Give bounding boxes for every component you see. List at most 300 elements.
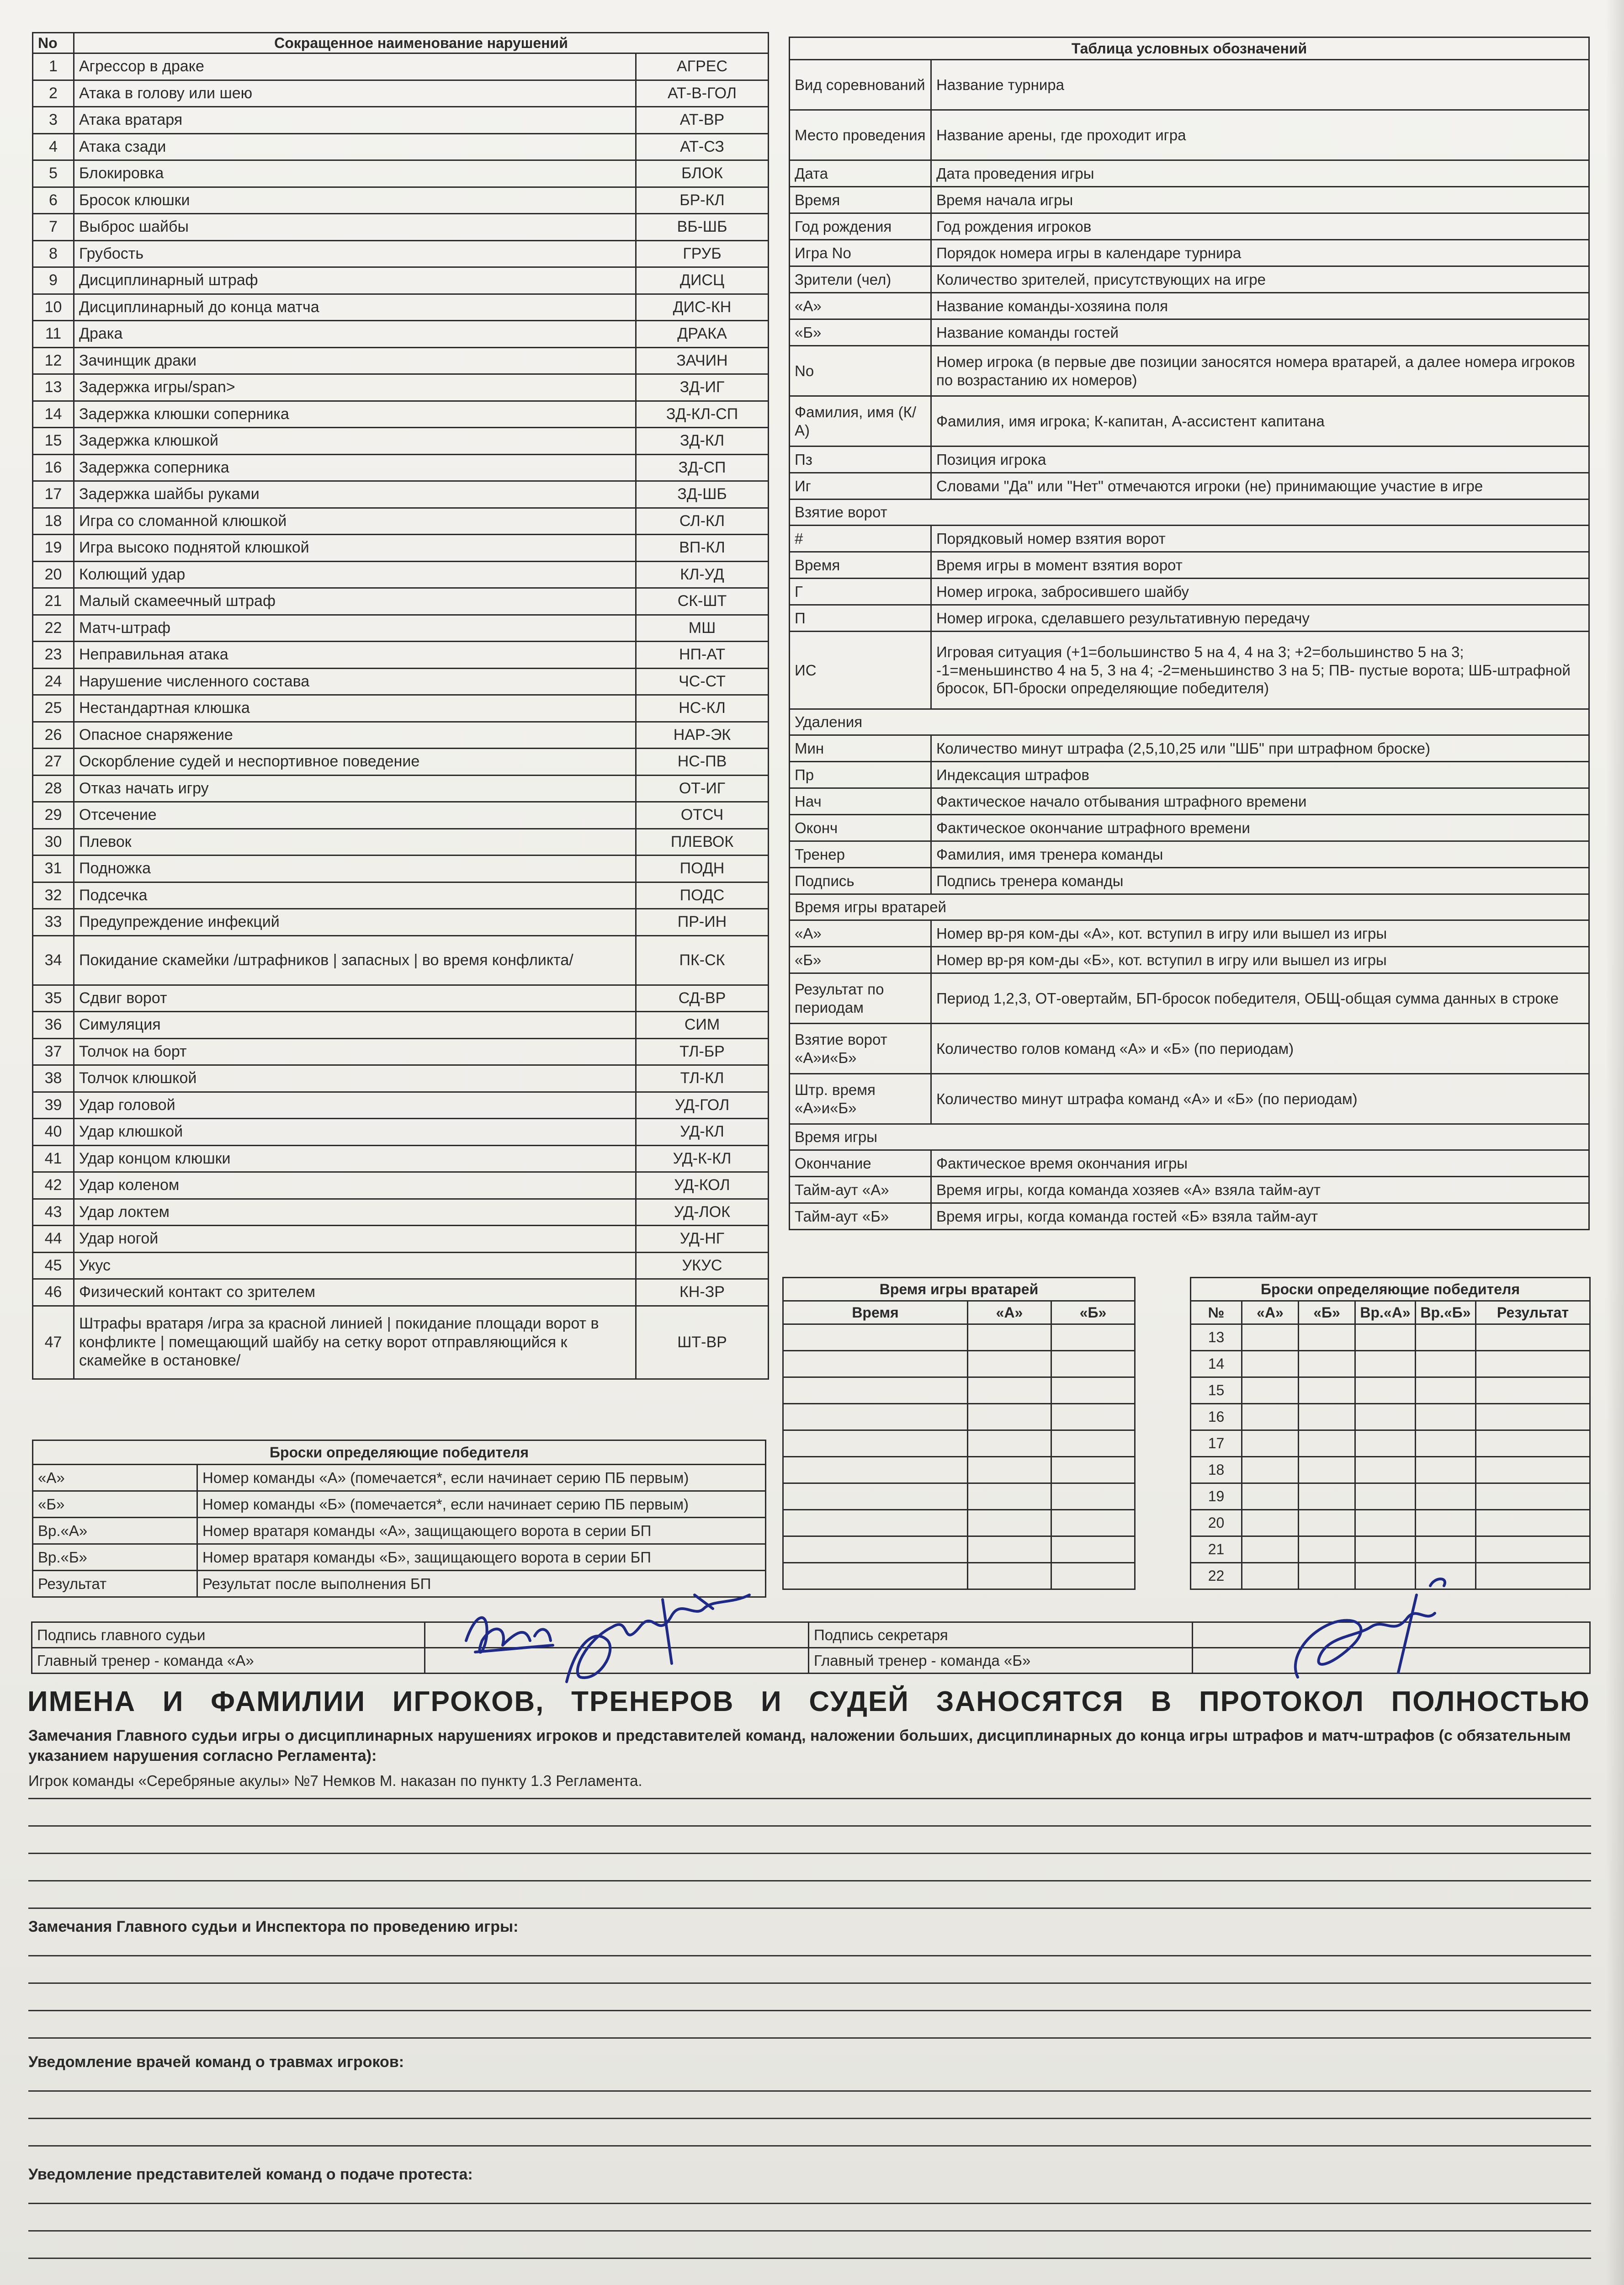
goalie-time-cell[interactable] bbox=[783, 1324, 968, 1351]
referee-signature-mark bbox=[457, 1572, 786, 1700]
violation-row bbox=[33, 668, 769, 695]
violations-col-name: Сокращенное наименование нарушений bbox=[74, 33, 769, 53]
goalie-time-cell[interactable] bbox=[968, 1536, 1051, 1563]
shootout-cell[interactable] bbox=[1476, 1563, 1590, 1589]
shootout-number: 13 bbox=[1191, 1324, 1242, 1351]
violation-name: Атака в голову или шею bbox=[74, 80, 636, 107]
violation-name: Покидание скамейки /штрафников | запасных | во время конфликта/ bbox=[74, 935, 636, 985]
violation-abbr: СИМ bbox=[636, 1012, 769, 1039]
violation-number: 34 bbox=[33, 935, 74, 985]
violation-row bbox=[33, 1092, 769, 1119]
violation-abbr: АТ-В-ГОЛ bbox=[636, 80, 769, 107]
goalie-time-cell[interactable] bbox=[1051, 1324, 1135, 1351]
violation-name: Дисциплинарный штраф bbox=[74, 267, 636, 294]
legend-value: Фактическое время окончания игры bbox=[931, 1150, 1589, 1177]
legend-table bbox=[789, 37, 1590, 1230]
shootout-cell[interactable] bbox=[1476, 1324, 1590, 1351]
legend-key: Оконч bbox=[790, 815, 931, 841]
goalie-time-cell[interactable] bbox=[1051, 1430, 1135, 1457]
legend-key: Время bbox=[790, 187, 931, 213]
goalie-time-cell[interactable] bbox=[1051, 1563, 1135, 1589]
inspector-line bbox=[28, 2010, 1591, 2011]
legend-row bbox=[790, 187, 1589, 213]
shootout-body bbox=[1191, 1324, 1590, 1589]
shootout-row bbox=[1191, 1324, 1590, 1351]
remarks-line bbox=[28, 1853, 1591, 1854]
disciplinary-remarks-title: Замечания Главного судьи игры о дисциплинарных нарушениях игроков и представителей команд, наложении больших, дисциплинарных до конца игры штрафов и матч-штрафов (с обязательным указанием нарушения согласно Регламента): bbox=[28, 1727, 1571, 1765]
shootout-legend-title: Броски определяющие победителя bbox=[33, 1440, 766, 1465]
legend-section: Удаления bbox=[790, 709, 1589, 735]
shootout-legend-row bbox=[33, 1544, 766, 1571]
violation-name: Нестандартная клюшка bbox=[74, 695, 636, 722]
shootout-cell[interactable] bbox=[1416, 1536, 1476, 1563]
shootout-cell[interactable] bbox=[1355, 1510, 1416, 1536]
shootout-legend-value: Номер вратаря команды «А», защищающего ворота в серии БП bbox=[197, 1518, 766, 1544]
violation-abbr: ОТСЧ bbox=[636, 802, 769, 829]
goalie-time-cell[interactable] bbox=[1051, 1404, 1135, 1430]
violation-number: 9 bbox=[33, 267, 74, 294]
violation-name: Удар головой bbox=[74, 1092, 636, 1119]
inspector-line bbox=[28, 2037, 1591, 2039]
legend-key: П bbox=[790, 605, 931, 632]
violation-number: 37 bbox=[33, 1038, 74, 1065]
violation-row bbox=[33, 107, 769, 134]
shootout-number: 22 bbox=[1191, 1563, 1242, 1589]
violation-abbr: УД-ГОЛ bbox=[636, 1092, 769, 1119]
violation-number: 22 bbox=[33, 615, 74, 642]
legend-value: Подпись тренера команды bbox=[931, 868, 1589, 894]
remarks-line bbox=[28, 1908, 1591, 1909]
goalie-time-cell[interactable] bbox=[783, 1430, 968, 1457]
goalie-time-table bbox=[782, 1277, 1136, 1590]
shootout-cell[interactable] bbox=[1355, 1351, 1416, 1377]
violation-name: Удар клюшкой bbox=[74, 1119, 636, 1146]
inspector-line bbox=[28, 1982, 1591, 1984]
violation-abbr: НАР-ЭК bbox=[636, 722, 769, 749]
violation-abbr: СК-ШТ bbox=[636, 588, 769, 615]
shootout-cell[interactable] bbox=[1355, 1430, 1416, 1457]
shootout-cell[interactable] bbox=[1476, 1536, 1590, 1563]
injuries-line bbox=[28, 2118, 1591, 2119]
violation-row bbox=[33, 856, 769, 882]
legend-row bbox=[790, 1177, 1589, 1203]
shootout-number: 18 bbox=[1191, 1457, 1242, 1483]
shootout-cell[interactable] bbox=[1299, 1377, 1355, 1404]
legend-row bbox=[790, 240, 1589, 266]
shootout-cell[interactable] bbox=[1299, 1536, 1355, 1563]
shootout-cell[interactable] bbox=[1242, 1430, 1299, 1457]
violation-abbr: ДИС-КН bbox=[636, 294, 769, 321]
legend-row bbox=[790, 868, 1589, 894]
secretary-label: Подпись секретаря bbox=[809, 1622, 1193, 1648]
shootout-title: Броски определяющие победителя bbox=[1191, 1278, 1590, 1301]
legend-value: Период 1,2,3, ОТ-овертайм, БП-бросок победителя, ОБЩ-общая сумма данных в строке bbox=[931, 973, 1589, 1024]
shootout-row bbox=[1191, 1457, 1590, 1483]
violation-number: 21 bbox=[33, 588, 74, 615]
violation-number: 15 bbox=[33, 428, 74, 455]
shootout-col-b: «Б» bbox=[1299, 1301, 1355, 1324]
shootout-number: 20 bbox=[1191, 1510, 1242, 1536]
shootout-legend-key: Вр.«Б» bbox=[33, 1544, 197, 1571]
legend-value: Номер игрока, забросившего шайбу bbox=[931, 579, 1589, 605]
violation-number: 28 bbox=[33, 775, 74, 802]
legend-section: Время игры вратарей bbox=[790, 894, 1589, 920]
legend-key: «Б» bbox=[790, 319, 931, 346]
legend-row bbox=[790, 213, 1589, 240]
goalie-time-cell[interactable] bbox=[783, 1377, 968, 1404]
goalie-time-cell[interactable] bbox=[783, 1510, 968, 1536]
violation-name: Опасное снаряжение bbox=[74, 722, 636, 749]
legend-row bbox=[790, 841, 1589, 868]
legend-row bbox=[790, 446, 1589, 473]
shootout-cell[interactable] bbox=[1299, 1404, 1355, 1430]
shootout-cell[interactable] bbox=[1416, 1457, 1476, 1483]
goalie-time-row bbox=[783, 1457, 1135, 1483]
shootout-cell[interactable] bbox=[1416, 1483, 1476, 1510]
violation-abbr: ЗД-КЛ bbox=[636, 428, 769, 455]
shootout-cell[interactable] bbox=[1476, 1457, 1590, 1483]
shootout-cell[interactable] bbox=[1299, 1430, 1355, 1457]
violation-abbr: ДРАКА bbox=[636, 321, 769, 348]
legend-key: # bbox=[790, 526, 931, 552]
legend-row bbox=[790, 396, 1589, 446]
shootout-cell[interactable] bbox=[1242, 1457, 1299, 1483]
page-shadow bbox=[1606, 0, 1624, 2285]
goalie-time-cell[interactable] bbox=[1051, 1483, 1135, 1510]
shootout-cell[interactable] bbox=[1416, 1510, 1476, 1536]
shootout-col-no: № bbox=[1191, 1301, 1242, 1324]
goalie-time-cell[interactable] bbox=[1051, 1536, 1135, 1563]
injuries-notice-title: Уведомление врачей команд о травмах игроков: bbox=[28, 2053, 404, 2071]
goalie-time-cell[interactable] bbox=[783, 1563, 968, 1589]
legend-key: Вид соревнований bbox=[790, 60, 931, 110]
violation-abbr: ОТ-ИГ bbox=[636, 775, 769, 802]
violation-number: 42 bbox=[33, 1172, 74, 1199]
shootout-cell[interactable] bbox=[1355, 1324, 1416, 1351]
shootout-cell[interactable] bbox=[1242, 1510, 1299, 1536]
shootout-cell[interactable] bbox=[1476, 1430, 1590, 1457]
shootout-cell[interactable] bbox=[1476, 1377, 1590, 1404]
legend-value: Время игры в момент взятия ворот bbox=[931, 552, 1589, 579]
violations-col-no: No bbox=[33, 33, 74, 53]
protest-line bbox=[28, 2203, 1591, 2204]
goalie-time-cell[interactable] bbox=[783, 1351, 968, 1377]
violation-name: Укус bbox=[74, 1252, 636, 1279]
legend-row bbox=[790, 1124, 1589, 1150]
violation-number: 11 bbox=[33, 321, 74, 348]
violation-row bbox=[33, 1252, 769, 1279]
violation-abbr: НС-КЛ bbox=[636, 695, 769, 722]
violation-name: Задержка клюшки соперника bbox=[74, 401, 636, 428]
legend-key: «А» bbox=[790, 920, 931, 947]
shootout-row bbox=[1191, 1536, 1590, 1563]
violation-row bbox=[33, 722, 769, 749]
violation-number: 8 bbox=[33, 240, 74, 267]
goalie-time-cell[interactable] bbox=[1051, 1457, 1135, 1483]
legend-value: Количество зрителей, присутствующих на игре bbox=[931, 266, 1589, 293]
shootout-cell[interactable] bbox=[1476, 1404, 1590, 1430]
violation-abbr: ВБ-ШБ bbox=[636, 214, 769, 241]
goalie-time-cell[interactable] bbox=[968, 1351, 1051, 1377]
violation-row bbox=[33, 53, 769, 80]
legend-key: Тайм-аут «Б» bbox=[790, 1203, 931, 1230]
violation-number: 3 bbox=[33, 107, 74, 134]
violation-number: 47 bbox=[33, 1306, 74, 1379]
violation-number: 30 bbox=[33, 829, 74, 856]
legend-row bbox=[790, 605, 1589, 632]
violation-name: Задержка шайбы руками bbox=[74, 481, 636, 508]
goalie-time-cell[interactable] bbox=[783, 1404, 968, 1430]
violation-abbr: ЗАЧИН bbox=[636, 347, 769, 374]
violation-abbr: ШТ-ВР bbox=[636, 1306, 769, 1379]
violation-abbr: АТ-СЗ bbox=[636, 133, 769, 160]
violation-number: 16 bbox=[33, 454, 74, 481]
legend-value: Фамилия, имя игрока; К-капитан, А-ассистент капитана bbox=[931, 396, 1589, 446]
shootout-number: 16 bbox=[1191, 1404, 1242, 1430]
violation-name: Удар локтем bbox=[74, 1199, 636, 1226]
violation-abbr: ПОДС bbox=[636, 882, 769, 909]
legend-key: Год рождения bbox=[790, 213, 931, 240]
goalie-time-row bbox=[783, 1377, 1135, 1404]
shootout-cell[interactable] bbox=[1476, 1351, 1590, 1377]
shootout-number: 15 bbox=[1191, 1377, 1242, 1404]
shootout-row bbox=[1191, 1351, 1590, 1377]
goalie-time-cell[interactable] bbox=[968, 1563, 1051, 1589]
legend-row bbox=[790, 266, 1589, 293]
goalie-time-row bbox=[783, 1563, 1135, 1589]
violation-name: Атака вратаря bbox=[74, 107, 636, 134]
legend-row bbox=[790, 894, 1589, 920]
injuries-line bbox=[28, 2090, 1591, 2092]
shootout-cell[interactable] bbox=[1355, 1404, 1416, 1430]
violation-row bbox=[33, 749, 769, 776]
shootout-cell[interactable] bbox=[1355, 1483, 1416, 1510]
legend-row bbox=[790, 160, 1589, 187]
shootout-cell[interactable] bbox=[1416, 1404, 1476, 1430]
disciplinary-remarks-text[interactable]: Игрок команды «Серебряные акулы» №7 Немков М. наказан по пункту 1.3 Регламента. bbox=[28, 1772, 642, 1790]
shootout-legend-key: «Б» bbox=[33, 1491, 197, 1518]
goalie-time-cell[interactable] bbox=[968, 1404, 1051, 1430]
shootout-cell[interactable] bbox=[1299, 1351, 1355, 1377]
legend-key: Дата bbox=[790, 160, 931, 187]
goalie-time-cell[interactable] bbox=[968, 1377, 1051, 1404]
shootout-cell[interactable] bbox=[1299, 1324, 1355, 1351]
shootout-cell[interactable] bbox=[1242, 1483, 1299, 1510]
violation-name: Грубость bbox=[74, 240, 636, 267]
legend-value: Дата проведения игры bbox=[931, 160, 1589, 187]
violation-number: 45 bbox=[33, 1252, 74, 1279]
shootout-col-result: Результат bbox=[1476, 1301, 1590, 1324]
legend-body bbox=[790, 60, 1589, 1230]
shootout-cell[interactable] bbox=[1242, 1536, 1299, 1563]
shootout-legend-key: Результат bbox=[33, 1571, 197, 1597]
legend-key: «А» bbox=[790, 293, 931, 319]
legend-value: Порядок номера игры в календаре турнира bbox=[931, 240, 1589, 266]
violation-abbr: ДИСЦ bbox=[636, 267, 769, 294]
violation-abbr: ЧС-СТ bbox=[636, 668, 769, 695]
violation-number: 13 bbox=[33, 374, 74, 401]
legend-row bbox=[790, 815, 1589, 841]
legend-row bbox=[790, 947, 1589, 973]
legend-key: Тайм-аут «А» bbox=[790, 1177, 931, 1203]
shootout-legend-value: Номер команды «А» (помечается*, если начинает серию ПБ первым) bbox=[197, 1465, 766, 1491]
violations-body bbox=[33, 53, 769, 1379]
violation-name: Игра со сломанной клюшкой bbox=[74, 508, 636, 535]
violation-abbr: ГРУБ bbox=[636, 240, 769, 267]
violation-row bbox=[33, 695, 769, 722]
legend-value: Словами "Да" или "Нет" отмечаются игроки (не) принимающие участие в игре bbox=[931, 473, 1589, 500]
legend-key: Г bbox=[790, 579, 931, 605]
goalie-time-row bbox=[783, 1510, 1135, 1536]
violation-abbr: СД-ВР bbox=[636, 985, 769, 1012]
shootout-row bbox=[1191, 1377, 1590, 1404]
violation-row bbox=[33, 374, 769, 401]
notice-banner: ИМЕНА И ФАМИЛИИ ИГРОКОВ, ТРЕНЕРОВ И СУДЕЙ ЗАНОСЯТСЯ В ПРОТОКОЛ ПОЛНОСТЬЮ bbox=[27, 1686, 1590, 1717]
violation-number: 36 bbox=[33, 1012, 74, 1039]
shootout-cell[interactable] bbox=[1242, 1377, 1299, 1404]
legend-row bbox=[790, 973, 1589, 1024]
chief-referee-label: Подпись главного судьи bbox=[32, 1622, 425, 1648]
goalie-time-cell[interactable] bbox=[1051, 1377, 1135, 1404]
violation-number: 38 bbox=[33, 1065, 74, 1092]
violation-abbr: МШ bbox=[636, 615, 769, 642]
goalie-time-cell[interactable] bbox=[783, 1483, 968, 1510]
shootout-cell[interactable] bbox=[1416, 1430, 1476, 1457]
shootout-cell[interactable] bbox=[1299, 1457, 1355, 1483]
shootout-cell[interactable] bbox=[1416, 1324, 1476, 1351]
legend-row bbox=[790, 920, 1589, 947]
secretary-signature-mark bbox=[1279, 1568, 1490, 1705]
legend-key: «Б» bbox=[790, 947, 931, 973]
goalie-time-row bbox=[783, 1324, 1135, 1351]
legend-row bbox=[790, 1150, 1589, 1177]
shootout-cell[interactable] bbox=[1299, 1483, 1355, 1510]
violation-number: 33 bbox=[33, 909, 74, 936]
inspector-remarks-title: Замечания Главного судьи и Инспектора по проведению игры: bbox=[28, 1918, 519, 1935]
violation-name: Подсечка bbox=[74, 882, 636, 909]
violations-header bbox=[33, 33, 769, 53]
violation-abbr: ЗД-ШБ bbox=[636, 481, 769, 508]
legend-value: Время начала игры bbox=[931, 187, 1589, 213]
legend-row bbox=[790, 762, 1589, 788]
violation-row bbox=[33, 935, 769, 985]
shootout-cell[interactable] bbox=[1416, 1377, 1476, 1404]
goalie-time-cell[interactable] bbox=[968, 1457, 1051, 1483]
protest-notice bbox=[28, 2164, 1591, 2184]
shootout-cell[interactable] bbox=[1242, 1324, 1299, 1351]
violation-name: Агрессор в драке bbox=[74, 53, 636, 80]
legend-value: Количество голов команд «А» и «Б» (по периодам) bbox=[931, 1024, 1589, 1074]
legend-value: Время игры, когда команда хозяев «А» взяла тайм-аут bbox=[931, 1177, 1589, 1203]
violation-row bbox=[33, 561, 769, 588]
violation-number: 44 bbox=[33, 1226, 74, 1253]
violation-abbr: УД-ЛОК bbox=[636, 1199, 769, 1226]
remarks-line bbox=[28, 1825, 1591, 1827]
goalie-time-row bbox=[783, 1430, 1135, 1457]
violation-name: Задержка клюшкой bbox=[74, 428, 636, 455]
violation-row bbox=[33, 882, 769, 909]
shootout-cell[interactable] bbox=[1355, 1536, 1416, 1563]
goalie-time-cell[interactable] bbox=[968, 1430, 1051, 1457]
violation-row bbox=[33, 294, 769, 321]
shootout-cell[interactable] bbox=[1476, 1483, 1590, 1510]
goalie-time-row bbox=[783, 1483, 1135, 1510]
violation-name: Бросок клюшки bbox=[74, 187, 636, 214]
violation-number: 10 bbox=[33, 294, 74, 321]
violation-row bbox=[33, 267, 769, 294]
legend-row bbox=[790, 735, 1589, 762]
goalie-time-cell[interactable] bbox=[968, 1510, 1051, 1536]
shootout-cell[interactable] bbox=[1299, 1510, 1355, 1536]
goalie-time-cell[interactable] bbox=[783, 1457, 968, 1483]
violation-abbr: ПЛЕВОК bbox=[636, 829, 769, 856]
legend-row bbox=[790, 473, 1589, 500]
violation-abbr: ТЛ-БР bbox=[636, 1038, 769, 1065]
violation-row bbox=[33, 802, 769, 829]
inspector-line bbox=[28, 1955, 1591, 1956]
shootout-row bbox=[1191, 1404, 1590, 1430]
legend-row bbox=[790, 552, 1589, 579]
shootout-cell[interactable] bbox=[1355, 1457, 1416, 1483]
shootout-cell[interactable] bbox=[1355, 1377, 1416, 1404]
violation-abbr: НП-АТ bbox=[636, 642, 769, 669]
violation-abbr: УКУС bbox=[636, 1252, 769, 1279]
shootout-cell[interactable] bbox=[1242, 1351, 1299, 1377]
violation-number: 12 bbox=[33, 347, 74, 374]
legend-value: Фактическое начало отбывания штрафного времени bbox=[931, 788, 1589, 815]
violation-row bbox=[33, 615, 769, 642]
violation-abbr: УД-КЛ bbox=[636, 1119, 769, 1146]
shootout-cell[interactable] bbox=[1416, 1351, 1476, 1377]
goalie-time-cell[interactable] bbox=[1051, 1351, 1135, 1377]
injuries-line bbox=[28, 2145, 1591, 2147]
violation-abbr: УД-КОЛ bbox=[636, 1172, 769, 1199]
violation-row bbox=[33, 508, 769, 535]
violation-name: Выброс шайбы bbox=[74, 214, 636, 241]
legend-row bbox=[790, 1024, 1589, 1074]
goalie-time-row bbox=[783, 1536, 1135, 1563]
violation-name: Сдвиг ворот bbox=[74, 985, 636, 1012]
violation-row bbox=[33, 80, 769, 107]
goalie-time-cell[interactable] bbox=[968, 1324, 1051, 1351]
shootout-cell[interactable] bbox=[1242, 1404, 1299, 1430]
violation-row bbox=[33, 321, 769, 348]
violation-number: 2 bbox=[33, 80, 74, 107]
goalie-time-cell[interactable] bbox=[783, 1536, 968, 1563]
goalie-time-cell[interactable] bbox=[968, 1483, 1051, 1510]
legend-row bbox=[790, 579, 1589, 605]
legend-key: Штр. время «А»и«Б» bbox=[790, 1074, 931, 1124]
shootout-number: 17 bbox=[1191, 1430, 1242, 1457]
legend-key: Зрители (чел) bbox=[790, 266, 931, 293]
violation-name: Колющий удар bbox=[74, 561, 636, 588]
shootout-col-goalie-a: Вр.«А» bbox=[1355, 1301, 1416, 1324]
shootout-number: 19 bbox=[1191, 1483, 1242, 1510]
legend-value: Название команды-хозяина поля bbox=[931, 293, 1589, 319]
shootout-legend-row bbox=[33, 1518, 766, 1544]
violation-name: Атака сзади bbox=[74, 133, 636, 160]
protest-line bbox=[28, 2258, 1591, 2259]
violation-row bbox=[33, 588, 769, 615]
legend-key: Иг bbox=[790, 473, 931, 500]
goalie-time-cell[interactable] bbox=[1051, 1510, 1135, 1536]
protest-notice-title: Уведомление представителей команд о подаче протеста: bbox=[28, 2166, 473, 2183]
legend-value: Фактическое окончание штрафного времени bbox=[931, 815, 1589, 841]
violation-name: Толчок на борт bbox=[74, 1038, 636, 1065]
shootout-cell[interactable] bbox=[1476, 1510, 1590, 1536]
legend-key: Игра No bbox=[790, 240, 931, 266]
legend-value: Игровая ситуация (+1=большинство 5 на 4, 4 на 3; +2=большинство 5 на 3; -1=меньшинство 4 на 5, 3 на 4; -2=меньшинство 3 на 5; ПВ- пустые ворота; ШБ-штрафной бросок, БП-броски определяющие победителя) bbox=[931, 632, 1589, 709]
